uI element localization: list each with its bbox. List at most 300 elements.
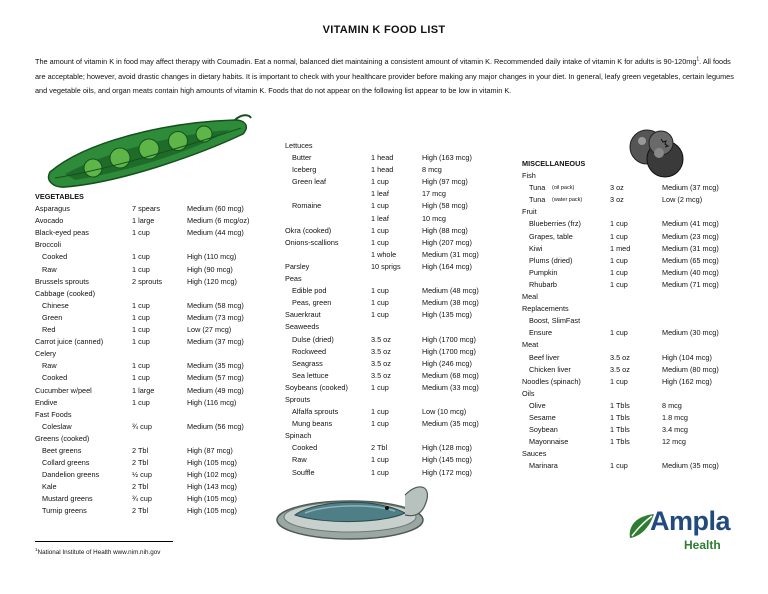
food-amount: 1 cup [371,201,389,211]
food-row [522,315,752,327]
vitamin-k-level: Low (2 mcg) [662,195,703,205]
food-amount: 3 oz [610,195,624,205]
vitamin-k-level: High (162 mcg) [662,376,712,386]
food-row [285,249,515,261]
vitamin-k-level: High (90 mcg) [187,264,233,274]
food-row [285,346,515,358]
food-name: Parsley [285,261,310,271]
food-row [35,215,275,227]
vitamin-k-level: High (135 mcg) [422,310,472,320]
food-amount: 1 cup [610,255,628,265]
food-row [35,276,275,288]
food-name: Kiwi [529,243,543,253]
food-amount: 3.5 oz [371,334,391,344]
food-amount: 1 cup [371,419,389,429]
food-name: Fish [522,171,536,181]
footnote [35,547,160,556]
food-row [285,321,515,333]
food-name: Coleslaw [42,421,72,431]
food-name: Sauces [522,449,547,459]
food-name: Mung beans [292,419,333,429]
vitamin-k-level: Low (10 mcg) [422,407,467,417]
footnote-text: National Institute of Health www.nim.nih.gov [37,549,161,557]
vitamin-k-level: Medium (71 mcg) [662,279,719,289]
vitamin-k-level: High (143 mcg) [187,482,237,492]
food-amount: 1 leaf [371,189,389,199]
food-name: Pumpkin [529,267,558,277]
food-amount: 1 cup [610,279,628,289]
food-row [285,225,515,237]
food-name: Soybean [529,425,558,435]
food-name: Onions-scallions [285,237,339,247]
food-row [285,394,515,406]
food-amount: 1 cup [132,337,150,347]
food-amount: 1 head [371,153,394,163]
food-row [35,469,275,481]
vitamin-k-level: 1.8 mcg [662,412,688,422]
food-row [522,460,752,472]
food-row [285,467,515,479]
lettuces-column [285,140,515,479]
food-name: Edible pod [292,286,327,296]
food-amount: 1 cup [610,267,628,277]
vitamin-k-level: High (105 mcg) [187,458,237,468]
logo-text-health: Health [684,538,721,552]
vitamin-k-level: Low (27 mcg) [187,325,232,335]
vitamin-k-level: Medium (35 mcg) [422,419,479,429]
food-row [285,442,515,454]
vitamin-k-level: High (207 mcg) [422,237,472,247]
vitamin-k-level: Medium (37 mcg) [187,337,244,347]
food-name: Chinese [42,300,69,310]
food-name: Peas, green [292,298,332,308]
food-row [285,188,515,200]
food-row [35,360,275,372]
food-name: Greens (cooked) [35,433,90,443]
food-row [522,291,752,303]
food-row [522,327,752,339]
food-name: Raw [42,361,57,371]
food-amount: 2 Tbl [132,482,149,492]
food-name: Sesame [529,412,556,422]
food-amount: ¾ cup [132,421,152,431]
vitamin-k-level: Medium (30 mcg) [662,328,719,338]
vitamin-k-level: High (164 mcg) [422,261,472,271]
food-name: Blueberries (frz) [529,219,581,229]
vitamin-k-level: 10 mcg [422,213,446,223]
food-amount: 1 large [132,216,155,226]
food-name: Black-eyed peas [35,228,89,238]
food-row [285,285,515,297]
food-row [35,300,275,312]
vitamin-k-level: High (128 mcg) [422,443,472,453]
food-amount: 1 cup [371,286,389,296]
food-row [285,358,515,370]
food-row [522,364,752,376]
food-name: Green [42,312,63,322]
food-amount: 1 cup [610,219,628,229]
food-amount: 1 cup [132,264,150,274]
vitamin-k-level: 8 mcg [662,400,682,410]
vitamin-k-level: 12 mcg [662,437,686,447]
food-row [285,273,515,285]
food-name: Grapes, table [529,231,573,241]
food-amount: 1 cup [132,252,150,262]
food-amount: 1 cup [610,328,628,338]
vitamin-k-level: High (1700 mcg) [422,334,476,344]
food-amount: 1 cup [371,382,389,392]
vitamin-k-level: High (145 mcg) [422,455,472,465]
food-amount: 1 cup [132,373,150,383]
food-note: (oil pack) [552,185,575,192]
food-row [522,206,752,218]
food-row [35,251,275,263]
food-name: Collard greens [42,458,90,468]
intro-text-2: . All foods are acceptable; however, avoid drastic changes in dietary habits. It is important to check with your healthcare provider before making any major changes in your diet. In general, leafy green vegetables, certain legumes and vegetable oils, and organ meats contain high amounts of vitamin K. Foods that do not appear on the following list appear to be low in vitamin K. [35,57,734,96]
food-name: Cooked [42,373,68,383]
food-note: (water pack) [552,197,583,204]
section-header [522,158,752,170]
food-amount: 1 cup [610,231,628,241]
tuna-can-illustration [275,475,435,545]
food-name: Butter [292,153,312,163]
food-amount: 1 cup [610,376,628,386]
food-row [35,457,275,469]
food-amount: 1 cup [371,298,389,308]
food-name: Alfalfa sprouts [292,407,339,417]
food-row [285,237,515,249]
vitamin-k-level: High (88 mcg) [422,225,468,235]
food-amount: 1 cup [132,361,150,371]
food-amount: 1 cup [371,407,389,417]
food-row [35,227,275,239]
food-row [285,430,515,442]
ampla-health-logo [626,506,731,558]
food-amount: 1 cup [132,397,150,407]
food-name: Replacements [522,304,569,314]
vitamin-k-level: Medium (40 mcg) [662,267,719,277]
food-amount: 2 Tbl [132,506,149,516]
food-row [285,370,515,382]
food-name: Sauerkraut [285,310,321,320]
food-name: Seagrass [292,358,323,368]
food-name: Sea lettuce [292,370,329,380]
food-name: Asparagus [35,204,70,214]
vitamin-k-level: High (97 mcg) [422,177,468,187]
vitamin-k-level: Medium (35 mcg) [662,461,719,471]
vitamin-k-level: High (102 mcg) [187,470,237,480]
vitamin-k-level: Medium (49 mcg) [187,385,244,395]
vitamin-k-level: High (172 mcg) [422,467,472,477]
food-row [522,400,752,412]
food-amount: 1 cup [371,310,389,320]
vitamin-k-level: High (105 mcg) [187,494,237,504]
food-row [285,152,515,164]
food-amount: 1 Tbls [610,412,630,422]
food-row [35,445,275,457]
food-amount: 3.5 oz [371,370,391,380]
food-name: Oils [522,388,535,398]
food-row [522,194,752,206]
food-amount: 7 spears [132,204,160,214]
vitamin-k-level: Medium (56 mcg) [187,421,244,431]
food-amount: 1 large [132,385,155,395]
food-name: Beef liver [529,352,560,362]
food-row [35,493,275,505]
food-row [35,433,275,445]
food-name: Souffle [292,467,315,477]
food-row [522,231,752,243]
food-amount: 1 cup [132,312,150,322]
food-row [522,255,752,267]
food-amount: 2 sprouts [132,276,163,286]
food-name: Tuna [529,183,546,193]
food-name: Mustard greens [42,494,93,504]
food-row [285,297,515,309]
food-amount: 1 whole [371,249,397,259]
footnote-mark: 1 [35,547,38,552]
vitamin-k-level: High (87 mcg) [187,445,233,455]
vitamin-k-level: High (110 mcg) [187,252,237,262]
food-name: Red [42,325,56,335]
intro-paragraph [35,55,735,99]
food-row [35,203,275,215]
food-name: Olive [529,400,546,410]
food-name: Iceberg [292,165,317,175]
food-row [285,382,515,394]
logo-text-ampla: Ampla [650,506,731,536]
vitamin-k-level: High (116 mcg) [187,397,237,407]
food-row [35,505,275,517]
food-name: Turnip greens [42,506,87,516]
food-amount: 2 Tbl [132,445,149,455]
vitamin-k-level: High (246 mcg) [422,358,472,368]
food-row [285,176,515,188]
vitamin-k-level: Medium (44 mcg) [187,228,244,238]
food-name: Tuna [529,195,546,205]
food-name: Spinach [285,431,312,441]
vitamin-k-level: Medium (35 mcg) [187,361,244,371]
food-row [35,264,275,276]
food-amount: 1 cup [132,300,150,310]
food-row [35,324,275,336]
vitamin-k-level: Medium (48 mcg) [422,286,479,296]
food-amount: 1 Tbls [610,425,630,435]
food-name: Romaine [292,201,322,211]
food-name: Okra (cooked) [285,225,332,235]
food-row [35,348,275,360]
vitamin-k-level: High (1700 mcg) [422,346,476,356]
food-row [285,309,515,321]
food-name: Boost, SlimFast [529,316,581,326]
food-row [522,339,752,351]
food-amount: 1 cup [132,325,150,335]
food-amount: ½ cup [132,470,152,480]
food-row [522,424,752,436]
vitamin-k-level: Medium (38 mcg) [422,298,479,308]
food-name: VEGETABLES [35,192,84,201]
intro-footnote-ref: 1 [696,56,700,63]
vitamin-k-level: 3.4 mcg [662,425,688,435]
food-name: Dulse (dried) [292,334,334,344]
food-amount: 1 cup [371,467,389,477]
food-row [35,239,275,251]
food-row [285,406,515,418]
food-amount: 1 head [371,165,394,175]
food-name: Mayonnaise [529,437,569,447]
section-header [35,191,275,203]
food-name: Beet greens [42,445,82,455]
food-row [522,243,752,255]
food-row [35,481,275,493]
food-name: Cooked [292,443,318,453]
vitamin-k-level: Medium (58 mcg) [187,300,244,310]
food-amount: 3.5 oz [371,346,391,356]
food-amount: 10 sprigs [371,261,401,271]
food-row [285,418,515,430]
food-name: Dandelion greens [42,470,100,480]
food-amount: 1 leaf [371,213,389,223]
food-amount: 1 Tbls [610,437,630,447]
vitamin-k-level: High (58 mcg) [422,201,468,211]
vitamin-k-level: Medium (65 mcg) [662,255,719,265]
food-name: Fruit [522,207,537,217]
food-name: Fast Foods [35,409,72,419]
food-row [522,436,752,448]
vitamin-k-level: Medium (6 mcg/oz) [187,216,250,226]
food-row [522,412,752,424]
food-row [522,303,752,315]
food-name: Avocado [35,216,64,226]
food-name: Brussels sprouts [35,276,89,286]
food-name: Rockweed [292,346,327,356]
vitamin-k-level: High (120 mcg) [187,276,237,286]
page-title: VITAMIN K FOOD LIST [322,24,446,36]
food-row [522,448,752,460]
food-name: Cabbage (cooked) [35,288,96,298]
food-row [285,261,515,273]
vitamin-k-level: High (163 mcg) [422,153,472,163]
food-name: Chicken liver [529,364,571,374]
vegetables-column [35,191,275,518]
food-name: Ensure [529,328,553,338]
vitamin-k-level: Medium (31 mcg) [662,243,719,253]
food-amount: ¾ cup [132,494,152,504]
food-name: Celery [35,349,57,359]
food-amount: 1 Tbls [610,400,630,410]
vitamin-k-level: Medium (68 mcg) [422,370,479,380]
food-row [522,352,752,364]
food-row [522,267,752,279]
food-row [522,170,752,182]
food-name: Peas [285,274,302,284]
vitamin-k-level: Medium (73 mcg) [187,312,244,322]
vitamin-k-level: Medium (37 mcg) [662,183,719,193]
vitamin-k-level: Medium (23 mcg) [662,231,719,241]
food-name: Noodles (spinach) [522,376,581,386]
food-row [35,312,275,324]
vitamin-k-level: High (104 mcg) [662,352,712,362]
food-name: Meal [522,292,538,302]
food-amount: 1 med [610,243,631,253]
food-row [285,140,515,152]
food-amount: 3.5 oz [610,364,630,374]
food-row [35,385,275,397]
food-name: Green leaf [292,177,327,187]
food-amount: 1 cup [371,177,389,187]
food-row [35,409,275,421]
food-name: Soybeans (cooked) [285,382,348,392]
food-row [522,279,752,291]
footnote-divider [35,541,173,542]
food-row [522,182,752,194]
food-row [35,397,275,409]
food-amount: 2 Tbl [132,458,149,468]
food-amount: 3.5 oz [610,352,630,362]
pea-pod-illustration [45,112,255,197]
food-row [522,388,752,400]
food-name: Carrot juice (canned) [35,337,104,347]
food-name: Kale [42,482,57,492]
food-name: Cucumber w/peel [35,385,92,395]
food-name: Plums (dried) [529,255,573,265]
food-name: Raw [42,264,57,274]
food-amount: 3 oz [610,183,624,193]
food-row [35,288,275,300]
food-amount: 1 cup [371,225,389,235]
food-row [285,200,515,212]
food-name: Endive [35,397,58,407]
food-row [285,454,515,466]
vitamin-k-level: Medium (31 mcg) [422,249,479,259]
food-row [285,213,515,225]
food-name: Seaweeds [285,322,320,332]
food-row [522,376,752,388]
food-row [35,372,275,384]
vitamin-k-level: Medium (60 mcg) [187,204,244,214]
food-amount: 1 cup [132,228,150,238]
food-name: Sprouts [285,394,311,404]
food-name: Rhubarb [529,279,557,289]
food-name: Cooked [42,252,68,262]
food-row [35,336,275,348]
food-row [522,218,752,230]
food-name: Lettuces [285,141,313,150]
food-name: Meat [522,340,539,350]
food-amount: 1 cup [610,461,628,471]
food-amount: 2 Tbl [371,443,388,453]
vitamin-k-level: 17 mcg [422,189,446,199]
vitamin-k-level: Medium (80 mcg) [662,364,719,374]
vitamin-k-level: High (105 mcg) [187,506,237,516]
food-row [35,421,275,433]
food-amount: 1 cup [371,455,389,465]
miscellaneous-column [522,158,752,472]
food-name: Broccoli [35,240,61,250]
intro-text-1: The amount of vitamin K in food may affect therapy with Coumadin. Eat a normal, balanced diet maintaining a consistent amount of vitamin K. Recommended daily intake of vitamin K for adults is 90-120mg [35,57,697,66]
food-row [285,164,515,176]
food-name: MISCELLANEOUS [522,159,586,168]
food-amount: 1 cup [371,237,389,247]
vitamin-k-level: Medium (57 mcg) [187,373,244,383]
vitamin-k-level: Medium (33 mcg) [422,382,479,392]
food-amount: 3.5 oz [371,358,391,368]
vitamin-k-level: 8 mcg [422,165,442,175]
vitamin-k-level: Medium (41 mcg) [662,219,719,229]
food-name: Raw [292,455,307,465]
food-row [285,334,515,346]
food-name: Marinara [529,461,558,471]
